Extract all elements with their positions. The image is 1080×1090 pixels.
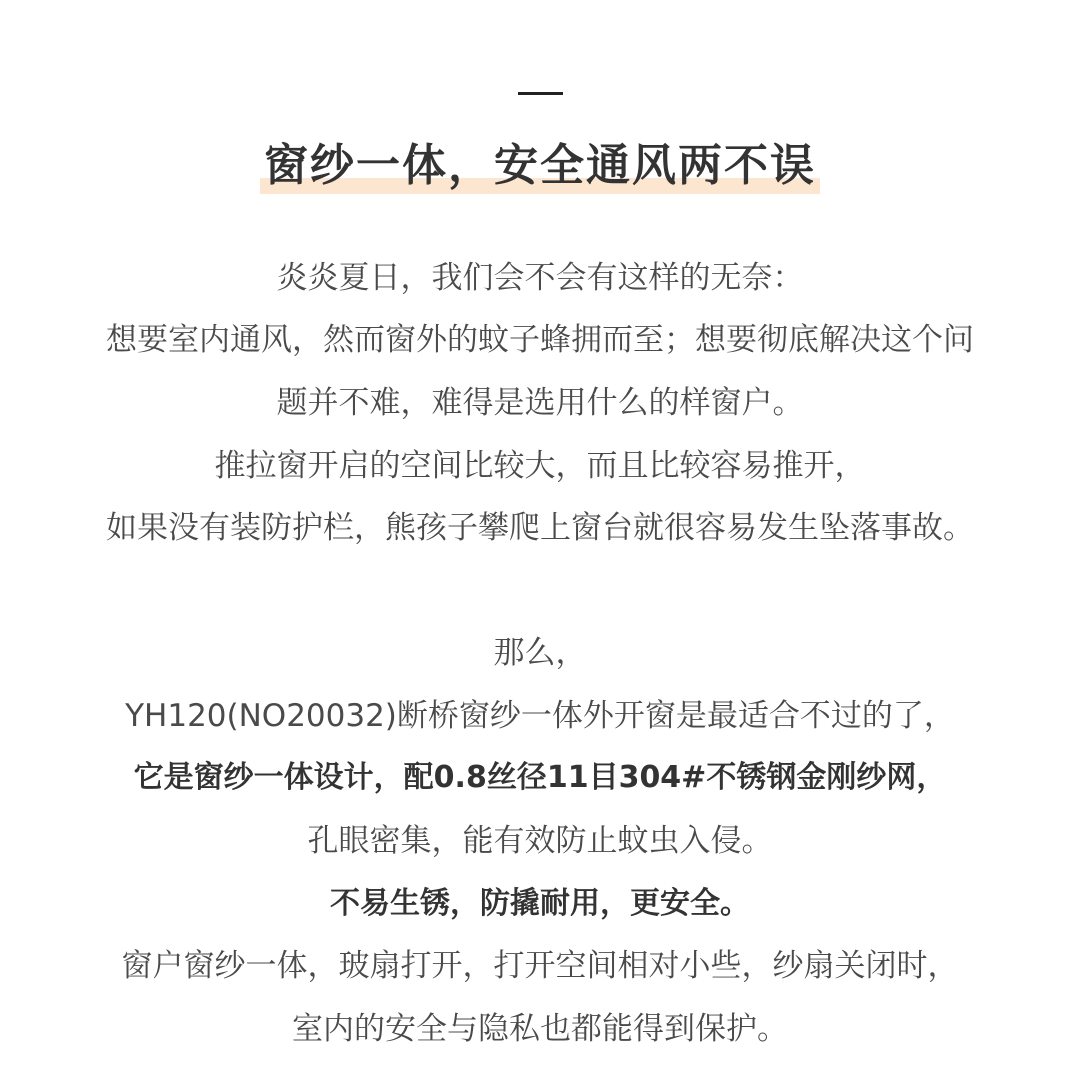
title-text: 窗纱一体，安全通风两不误 xyxy=(264,140,816,191)
paragraph-line-bold: 它是窗纱一体设计，配0.8丝径11目304#不锈钢金刚纱网， xyxy=(133,760,947,795)
paragraph-line: 窗户窗纱一体，玻扇打开，打开空间相对小些，纱扇关闭时， xyxy=(121,948,959,984)
top-divider xyxy=(518,92,563,95)
paragraph-line: 室内的安全与隐私也都能得到保护。 xyxy=(292,1011,788,1047)
paragraph-line: 孔眼密集，能有效防止蚊虫入侵。 xyxy=(307,823,773,859)
page-title xyxy=(262,138,818,194)
title-container xyxy=(0,138,1080,194)
paragraph-line: 题并不难，难得是选用什么的样窗户。 xyxy=(276,385,804,421)
paragraph-line: 炎炎夏日，我们会不会有这样的无奈： xyxy=(276,260,804,296)
paragraph-line: 推拉窗开启的空间比较大，而且比较容易推开， xyxy=(214,448,866,484)
paragraph-line-bold: 不易生锈，防撬耐用，更安全。 xyxy=(330,886,750,921)
paragraph-line: 如果没有装防护栏，熊孩子攀爬上窗台就很容易发生坠落事故。 xyxy=(106,510,974,546)
paragraph-line: 那么， xyxy=(493,635,587,671)
paragraph-line: YH120(NO20032)断桥窗纱一体外开窗是最适合不过的了， xyxy=(125,698,955,734)
paragraph-line: 想要室内通风，然而窗外的蚊子蜂拥而至；想要彻底解决这个问 xyxy=(106,322,974,358)
